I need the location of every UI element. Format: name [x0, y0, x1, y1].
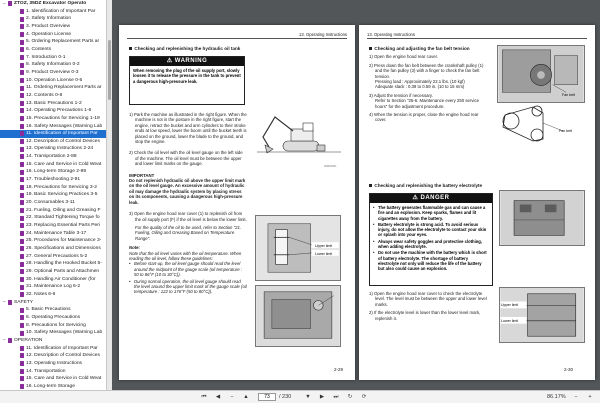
- bookmark-label: 5. Basic Precautions: [26, 307, 71, 313]
- bookmark-label: 2. Safety Information: [26, 16, 72, 22]
- bookmark-item[interactable]: [0, 69, 106, 77]
- bookmark-label: 31. Maintenance Log 6-2: [26, 284, 81, 290]
- bookmark-icon: [20, 63, 24, 68]
- bookmark-item[interactable]: [0, 23, 106, 31]
- bookmark-icon: [20, 361, 24, 366]
- pressing-load: Pressing load : Approximately 22.1 lbs. (10 kgf): [375, 79, 465, 85]
- bookmark-item[interactable]: [0, 38, 106, 46]
- danger-box: [369, 193, 493, 286]
- bookmark-label: 14. Operating Precautions 1-6: [26, 108, 92, 114]
- bookmark-item[interactable]: [0, 268, 106, 276]
- section-title-fan-belt: Checking and adjusting the fan belt tension: [369, 46, 491, 51]
- bookmark-item[interactable]: [0, 153, 106, 161]
- bookmark-icon: [20, 40, 24, 45]
- bookmark-label: 32. Notes 6-6: [26, 291, 56, 297]
- bookmark-item[interactable]: [0, 123, 106, 131]
- bookmark-icon: [20, 369, 24, 374]
- battery-step-1: 1) Open the engine hood rear cover to check the electrolyte level. The level must be between the upper and lower level marks.: [369, 291, 487, 307]
- bookmark-item[interactable]: [0, 107, 106, 115]
- page-number: 2-29: [333, 367, 343, 372]
- bookmark-icon: [20, 177, 24, 182]
- bookmark-icon: [20, 70, 24, 75]
- page-down-icon[interactable]: ▼: [305, 394, 311, 400]
- page-number-input[interactable]: [258, 393, 276, 401]
- bookmark-item[interactable]: [0, 375, 106, 383]
- page-total: / 230: [279, 394, 292, 400]
- excavator-figure: [255, 105, 343, 163]
- bookmark-label: 16. Long-term Storage 2-89: [26, 169, 87, 175]
- bookmark-item[interactable]: [0, 329, 106, 337]
- step-3: 3) Open the engine hood rear cover (1) to replenish oil from the oil supply port (F) if the oil level is below the lower limit.: [129, 211, 247, 222]
- bookmark-item[interactable]: [0, 214, 106, 222]
- page-header: 13. Operating Instructions: [367, 32, 587, 39]
- bookmark-icon: [20, 124, 24, 129]
- bookmark-item[interactable]: [0, 15, 106, 23]
- bookmark-label: 27. General Precautions 5-2: [26, 253, 88, 259]
- bookmark-item[interactable]: [0, 199, 106, 207]
- bookmark-icon: [20, 277, 24, 282]
- bookmark-icon: [20, 200, 24, 205]
- battery-figure-2: [499, 287, 585, 343]
- bookmark-item[interactable]: [0, 46, 106, 54]
- bookmark-label: 12. Contents 0-8: [26, 92, 63, 98]
- bookmark-item[interactable]: [0, 245, 106, 253]
- collapse-toggle-icon[interactable]: −: [3, 0, 6, 7]
- bookmark-icon: [20, 376, 24, 381]
- bookmark-item[interactable]: [0, 138, 106, 146]
- bookmark-icon: [20, 108, 24, 113]
- bookmark-label: 13. Operating Instructions: [26, 360, 83, 366]
- battery-upper-label: Upper limit: [501, 303, 519, 307]
- battery-steps: [369, 291, 493, 324]
- fan-step-3-ref: Refer to Section "25-6. Maintenance every 250 service hours" for the adjustment procedure.: [375, 98, 479, 109]
- bookmark-icon: [8, 1, 12, 6]
- bookmark-label: 10. Safety Messages (Warning Lab: [26, 330, 103, 336]
- bookmark-icon: [20, 47, 24, 52]
- bookmark-icon: [20, 86, 24, 91]
- bookmark-item[interactable]: [0, 360, 106, 368]
- bookmark-item[interactable]: [0, 260, 106, 268]
- bookmark-item[interactable]: [0, 222, 106, 230]
- bookmark-label: 14. Transportation: [26, 368, 66, 374]
- danger-bullet-4: • Do not use the machine with the battery which is short of battery electrolyte. The shortage of battery electrolyte not only will reduce the life of the battery but also could cause an explosion.: [373, 250, 489, 271]
- bookmark-icon: [20, 269, 24, 274]
- bookmark-icon: [20, 292, 24, 297]
- bookmark-icon: [20, 24, 24, 29]
- zoom-minus-icon[interactable]: −: [574, 394, 578, 400]
- bookmark-label: 16. Long-term Storage: [26, 383, 75, 389]
- bookmark-label: 17. Troubleshooting 2-91: [26, 177, 81, 183]
- bookmark-item[interactable]: [0, 191, 106, 199]
- refresh-icon[interactable]: ⟳: [361, 394, 367, 400]
- bookmark-item[interactable]: [0, 337, 106, 345]
- page-up-icon[interactable]: ▲: [243, 394, 249, 400]
- section-title-battery: Checking and replenishing the battery electrolyte: [369, 183, 493, 188]
- bookmark-label: 13. Basic Precautions 1-2: [26, 100, 82, 106]
- bookmark-label: 24. Maintenance Table 3-17: [26, 230, 87, 236]
- bookmark-label: 6. Operating Precautions: [26, 314, 81, 320]
- bookmark-icon: [20, 139, 24, 144]
- bookmark-icon: [20, 353, 24, 358]
- page-2-29: [119, 25, 355, 380]
- bookmark-item[interactable]: [0, 84, 106, 92]
- bookmark-icon: [20, 384, 24, 389]
- bookmark-item[interactable]: [0, 0, 106, 8]
- bookmark-icon: [20, 246, 24, 251]
- bookmark-label: 11. Identification of Important Par: [26, 345, 98, 351]
- bookmark-item[interactable]: [0, 8, 106, 16]
- note-label: Note:: [129, 245, 140, 251]
- bookmark-icon: [20, 170, 24, 175]
- bookmark-label: 8. Precautions for Servicing: [26, 322, 86, 328]
- bookmark-label: 29. Optional Parts and Attachmen: [26, 268, 100, 274]
- battery-step-2: 2) If the electrolyte level is lower than the lower level mark, replenish it.: [369, 310, 481, 321]
- bookmark-item[interactable]: [0, 368, 106, 376]
- step-1: 1) Park the machine as illustrated in the right figure. When the machine is not in the posture in the right figure, start the engine, retract the bucket and arm cylinders to their stroke ends at low speed, lower the boom until the bucket teeth is placed on the ground, lower the blade to the ground, and stop the engine.: [129, 112, 247, 145]
- fan-step-1: 1) Open the engine hood rear cover.: [369, 54, 439, 60]
- zoom-out-icon[interactable]: −: [230, 394, 234, 400]
- bookmark-icon: [20, 231, 24, 236]
- bookmark-label: 16. Safety Messages (Warning Lab: [26, 123, 103, 129]
- bookmark-item[interactable]: [0, 100, 106, 108]
- next-page-icon[interactable]: ▶: [319, 394, 325, 400]
- bookmark-label: 21. Fueling, Oiling and Greasing F: [26, 207, 101, 213]
- bookmark-icon: [20, 154, 24, 159]
- first-page-icon[interactable]: ⏮: [201, 394, 207, 400]
- bookmark-label: 11. Identification of Important Par: [26, 131, 98, 137]
- bookmark-label: 18. Precautions for Servicing 3-2: [26, 184, 97, 190]
- bookmark-label: 26. Specifications and Dimensions: [26, 246, 101, 251]
- bookmark-item[interactable]: [0, 276, 106, 284]
- bookmark-label: 30. Handling Air Conditioner (for: [26, 276, 96, 282]
- step-3-note: For the quality of the oil to be used, refer to Section "21. Fueling, Oiling and Greasing Based on Temperature Range".: [135, 224, 242, 241]
- warning-box: [129, 56, 245, 105]
- bookmark-icon: [20, 131, 24, 136]
- bookmark-label: 9. Product Overview 0-3: [26, 69, 79, 75]
- oil-gauge-figure: [255, 215, 341, 281]
- warning-header: ⚠ WARNING: [130, 57, 244, 66]
- fan-belt-figure-2: [497, 105, 585, 145]
- bookmark-icon: [20, 93, 24, 98]
- bookmark-label: 3. Product Overview: [26, 23, 71, 29]
- right-column-bottom: [369, 183, 493, 188]
- fan-belt-figure-1: [497, 45, 585, 103]
- bookmark-icon: [20, 32, 24, 37]
- bookmark-icon: [20, 162, 24, 167]
- bookmark-label: 25. Procedures for Maintenance 3-: [26, 238, 102, 244]
- collapse-toggle-icon[interactable]: −: [3, 299, 6, 306]
- bookmark-item[interactable]: [0, 352, 106, 360]
- bookmark-icon: [20, 9, 24, 14]
- bookmark-item[interactable]: [0, 184, 106, 192]
- bookmark-item[interactable]: [0, 283, 106, 291]
- bookmark-item[interactable]: [0, 230, 106, 238]
- fan-step-3: 3) Adjust the tension if necessary.: [369, 92, 433, 98]
- bookmark-label: 1. Identification of Important Par: [26, 8, 96, 14]
- hood-cover-figure: [255, 285, 341, 347]
- rotate-icon[interactable]: ↻: [347, 394, 353, 400]
- bookmark-item[interactable]: [0, 314, 106, 322]
- note-bullet-2: • During normal operation, the oil level gauge should read the level around the upper limit mark of the gauge scale (oil temperature : 122 to 176°F (50 to 80°C)).: [129, 279, 247, 295]
- bookmark-icon: [20, 78, 24, 83]
- bookmark-label: 22. Standard Tightening Torque fo: [26, 215, 100, 221]
- bookmark-label: 15. Care and Service in Cold Weat: [26, 376, 102, 382]
- bookmark-item[interactable]: [0, 207, 106, 215]
- bookmark-item[interactable]: [0, 92, 106, 100]
- bookmark-item[interactable]: [0, 145, 106, 153]
- bookmark-icon: [8, 300, 12, 305]
- bookmark-label: 12. Description of Control Devices: [26, 353, 100, 359]
- bookmark-label: 10. Operation License 0-5: [26, 77, 83, 83]
- bookmark-item[interactable]: [0, 54, 106, 62]
- collapse-toggle-icon[interactable]: −: [3, 337, 6, 344]
- bookmark-label: 14. Transportation 2-88: [26, 154, 77, 160]
- important-text: Do not replenish hydraulic oil above the upper limit mark on the oil level gauge. An excessive amount of hydraulic oil may damage the hydraulic system by placing stress on its components, causing a dangerous high-pressure leak.: [129, 178, 246, 205]
- bookmark-icon: [20, 254, 24, 259]
- bookmark-item[interactable]: [0, 31, 106, 39]
- bookmark-label: 13. Operating Instructions 2-24: [26, 146, 94, 152]
- left-steps: [129, 112, 247, 296]
- bookmark-item[interactable]: [0, 306, 106, 314]
- bookmark-label: 5. Ordering Replacement Parts ar: [26, 39, 100, 45]
- bookmark-item[interactable]: [0, 345, 106, 353]
- figure-code: 3DBA0001: [324, 165, 337, 168]
- bookmark-icon: [20, 239, 24, 244]
- document-view[interactable]: [112, 0, 600, 390]
- bookmark-item[interactable]: [0, 61, 106, 69]
- bookmark-icon: [20, 331, 24, 336]
- note-bullet-1: • Before start-up, the oil level gauge should read the level around the midpoint of the gauge scale (oil temperature : 50 to 86°F (10 to 30°C)).: [129, 261, 247, 277]
- bookmark-item[interactable]: [0, 77, 106, 85]
- bookmark-icon: [20, 116, 24, 121]
- bookmark-label: 20. Consumables 3-11: [26, 200, 75, 206]
- bookmark-item[interactable]: [0, 291, 106, 299]
- bookmark-item[interactable]: [0, 383, 106, 390]
- page-2-30: [359, 25, 595, 380]
- bookmark-label: 4. Operation License: [26, 31, 72, 37]
- bookmark-item[interactable]: [0, 176, 106, 184]
- bookmarks-panel[interactable]: [0, 0, 107, 390]
- section-title-hydraulic: Checking and replenishing the hydraulic oil tank: [129, 46, 247, 51]
- last-page-icon[interactable]: ⏭: [333, 394, 339, 400]
- bookmark-icon: [20, 208, 24, 213]
- bookmark-label: 15. Care and Service in Cold Weat: [26, 161, 102, 167]
- bottom-toolbar: [0, 390, 600, 403]
- bookmark-item[interactable]: [0, 237, 106, 245]
- bookmark-icon: [20, 193, 24, 198]
- fan-step-4: 4) When the tension is proper, close the engine hood rear cover.: [369, 112, 479, 123]
- danger-body: [370, 203, 492, 275]
- left-column: [129, 46, 247, 51]
- upper-limit-label: Upper limit: [315, 244, 333, 248]
- bookmark-icon: [20, 147, 24, 152]
- bookmark-label: 12. Description of Control Devices: [26, 138, 100, 144]
- battery-lower-label: Lower limit: [501, 319, 519, 323]
- bookmark-icon: [20, 262, 24, 267]
- lower-limit-label: Lower limit: [315, 252, 333, 256]
- warning-text: When removing the plug of the oil supply port, slowly loosen it to release the pressure in the tank to prevent a dangerous high-pressure leak.: [133, 68, 241, 84]
- bookmark-label: 15. Precautions for Servicing 1-19: [26, 115, 100, 121]
- bookmark-item[interactable]: [0, 299, 106, 307]
- danger-header: ⚠ DANGER: [370, 194, 492, 203]
- bookmark-icon: [20, 185, 24, 190]
- bookmark-item[interactable]: [0, 253, 106, 261]
- bookmark-icon: [20, 216, 24, 221]
- bookmark-icon: [20, 101, 24, 106]
- fan-step-2: 2) Press down the fan belt between the crankshaft pulley (1) and the fan pulley (3) with a finger to check the fan belt tension.: [369, 62, 484, 79]
- zoom-plus-icon[interactable]: +: [588, 394, 592, 400]
- battery-figure-1: [499, 190, 585, 246]
- bookmark-item[interactable]: [0, 161, 106, 169]
- bookmark-icon: [20, 55, 24, 60]
- page-number: 2-30: [563, 367, 573, 372]
- bookmark-label: 7. Introduction 0-1: [26, 54, 66, 60]
- bookmark-label: 23. Replacing Essential Parts Peri: [26, 223, 100, 229]
- square-bullet-icon: [129, 47, 132, 50]
- danger-bullet-3: • Always wear safety goggles and protective clothing, when adding electrolyte.: [373, 239, 489, 250]
- scrollbar-thumb[interactable]: [108, 40, 111, 100]
- adequate-slack: Adequate slack : 0.39 to 0.59 in. (10 to 15 mm): [375, 84, 465, 90]
- bookmark-icon: [20, 315, 24, 320]
- bookmark-item[interactable]: [0, 322, 106, 330]
- bookmark-icon: [8, 338, 12, 343]
- bookmark-label: ZTOZ, 35DZ Excavator Operato: [14, 1, 87, 6]
- bookmark-icon: [20, 323, 24, 328]
- right-column-top: [369, 46, 491, 126]
- bookmark-icon: [20, 285, 24, 290]
- page-header: 13. Operating Instructions: [127, 32, 347, 39]
- bookmark-label: 6. Contents: [26, 46, 52, 52]
- zoom-level[interactable]: 86.17%: [547, 394, 566, 400]
- bookmark-item[interactable]: [0, 168, 106, 176]
- prev-page-icon[interactable]: ◀: [215, 394, 221, 400]
- square-bullet-icon: [369, 47, 372, 50]
- bookmark-label: 19. Basic Servicing Practices 3-5: [26, 192, 98, 198]
- bookmark-item[interactable]: [0, 130, 106, 138]
- bookmark-item[interactable]: [0, 115, 106, 123]
- bookmark-label: SAFETY: [14, 299, 34, 305]
- bookmark-icon: [20, 223, 24, 228]
- bookmark-icon: [20, 346, 24, 351]
- bookmark-label: 8. Safety Information 0-2: [26, 62, 80, 68]
- note-text: Note that the oil level varies with the oil temperature. When reading the oil level, follow these guidelines:: [129, 250, 242, 261]
- bookmark-label: OPERATION: [14, 337, 43, 343]
- bookmark-label: 28. Handling the Hooked Bucket 5-: [26, 261, 102, 267]
- step-2: 2) Check the oil level with the oil level gauge on the left side of the machine. The oil level must be between the upper and lower limit marks on the gauge.: [129, 150, 243, 167]
- danger-bullet-1: • The battery generates flammable gas and can cause a fire and an explosion. Keep sparks, flames and lit cigarettes away from the battery.: [373, 205, 489, 221]
- square-bullet-icon: [369, 184, 372, 187]
- bookmark-label: 11. Ordering Replacement Parts ar: [26, 85, 102, 91]
- danger-bullet-2: • Battery electrolyte is strong acid. To avoid serious injury, do not allow the electrolyte to contact your skin or splash into your eyes.: [373, 222, 489, 238]
- fan-belt-label-2: Fan belt: [559, 129, 572, 133]
- bookmark-icon: [20, 17, 24, 22]
- fan-belt-label: Fan belt: [562, 93, 575, 97]
- bookmark-icon: [20, 308, 24, 313]
- important-label: IMPORTANT: [129, 172, 155, 178]
